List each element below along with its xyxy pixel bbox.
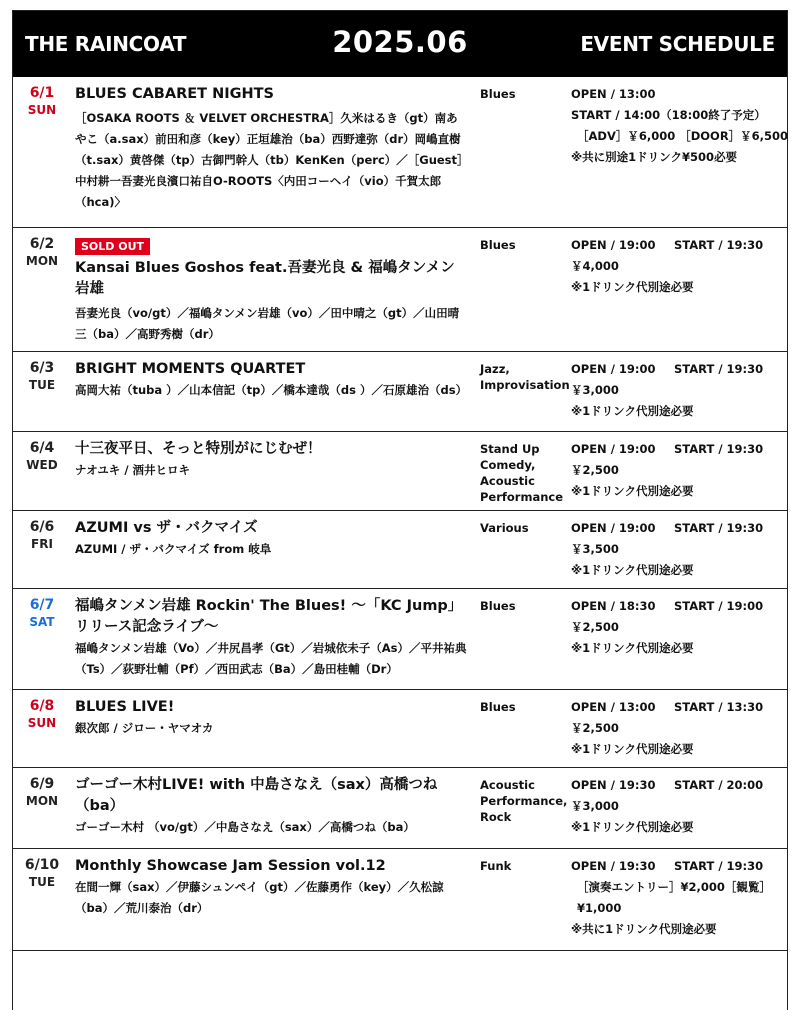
event-info (571, 439, 785, 502)
event-info (571, 775, 785, 838)
event-title[interactable]: Kansai Blues Goshos feat.吾妻光良 & 福嶋タンメン岩雄 (75, 260, 455, 297)
event-performers: ［OSAKA ROOTS ＆ VELVET ORCHESTRA］久米はるき（gt）南あやこ（a.sax）前田和彦（key）正垣雄治（ba）西野達弥（dr）岡嶋直樹（t.sax）黄啓傑（tp）古御門幹人（tb）KenKen（perc）／［Guest］中村耕一吾妻光良濱口祐自O-ROOTS〈内田コーヘイ（vio）千賀太郎（hca)〉 (75, 111, 469, 209)
venue-name: THE RAINCOAT (25, 32, 187, 56)
event-start: START / 20:00 (674, 778, 764, 792)
event-row (13, 228, 787, 352)
schedule-frame (12, 10, 788, 1010)
event-title[interactable]: 福嶋タンメン岩雄 Rockin' The Blues! 〜「KC Jump」リリース記念ライブ〜 (75, 598, 463, 635)
event-title[interactable]: BLUES CABARET NIGHTS (75, 86, 274, 102)
event-performers: ナオユキ / 酒井ヒロキ (75, 463, 191, 477)
event-performers: 高岡大祐（tuba ）／山本信記（tp）／橋本達哉（ds ）／石原雄治（ds） (75, 383, 468, 397)
event-date: 6/2 MON (25, 236, 59, 268)
event-start: START / 19:00 (674, 599, 764, 613)
event-open: OPEN / 18:30 (571, 599, 656, 613)
schedule-month: 2025.06 (332, 25, 468, 59)
event-row (13, 690, 787, 768)
event-performers: 銀次郎 / ジロー・ヤマオカ (75, 721, 214, 735)
event-row (13, 768, 787, 849)
event-main (75, 439, 469, 481)
event-performers: AZUMI / ザ・バクマイズ from 岐阜 (75, 542, 272, 556)
event-performers: 在間一輝（sax）／伊藤シュンペイ（gt）／佐藤勇作（key）／久松諒（ba）／荒川泰治（dr） (75, 880, 444, 915)
event-date: 6/10 TUE (24, 857, 60, 889)
schedule-label: EVENT SCHEDULE (580, 32, 775, 56)
event-genre: Stand Up Comedy, Acoustic Performance (480, 442, 564, 504)
event-info (571, 518, 785, 581)
sold-out-badge: SOLD OUT (75, 238, 150, 255)
event-title[interactable]: ゴーゴー木村LIVE! with 中島さなえ（sax）高橋つね（ba） (75, 777, 438, 814)
event-open: OPEN / 13:00 (571, 87, 656, 101)
event-row (13, 511, 787, 589)
event-genre: Blues (480, 599, 516, 613)
event-price: ［演奏エントリー］¥2,000［観覧］¥1,000 (577, 880, 771, 915)
event-date: 6/6 FRI (29, 519, 55, 551)
event-start: START / 19:30 (674, 238, 764, 252)
event-start: START / 19:30 (674, 442, 764, 456)
event-start: START / 19:30 (674, 362, 764, 376)
event-note: ※1ドリンク代別途必要 (571, 484, 694, 498)
event-date: 6/9 MON (25, 776, 59, 808)
schedule-header (13, 11, 787, 77)
event-price: ［ADV］￥6,000 ［DOOR］￥6,500 (577, 129, 789, 143)
event-info (571, 596, 785, 659)
event-info (571, 856, 785, 940)
event-price: ￥2,500 (571, 620, 619, 634)
event-row (13, 77, 787, 228)
event-open: OPEN / 19:30 (571, 859, 656, 873)
event-genre: Various (480, 521, 529, 535)
event-price: ￥3,000 (571, 383, 619, 397)
event-date: 6/1 SUN (27, 85, 57, 117)
event-genre: Funk (480, 859, 512, 873)
event-genre: Blues (480, 238, 516, 252)
event-price: ￥3,500 (571, 542, 619, 556)
event-info (571, 359, 785, 422)
event-price: ￥2,500 (571, 721, 619, 735)
event-open: OPEN / 19:00 (571, 362, 656, 376)
event-date: 6/3 TUE (28, 360, 56, 392)
event-open: OPEN / 19:30 (571, 778, 656, 792)
event-performers: 福嶋タンメン岩雄（Vo）／井尻昌孝（Gt）／岩城依未子（As）／平井祐典（Ts）／荻野壮輔（Pf）／西田武志（Ba）／島田桂輔（Dr） (75, 641, 467, 676)
event-note: ※1ドリンク代別途必要 (571, 742, 694, 756)
event-title[interactable]: AZUMI vs ザ・バクマイズ (75, 520, 258, 536)
event-note: ※1ドリンク代別途必要 (571, 641, 694, 655)
event-row (13, 352, 787, 432)
event-performers: 吾妻光良（vo/gt）／福嶋タンメン岩雄（vo）／田中晴之（gt）／山田晴三（ba）／高野秀樹（dr） (75, 306, 460, 341)
event-main (75, 235, 469, 345)
event-main (75, 697, 469, 739)
event-open: OPEN / 19:00 (571, 238, 656, 252)
event-title[interactable]: 十三夜平日、そっと特別がにじむぜ！ (75, 441, 322, 457)
event-title[interactable]: BRIGHT MOMENTS QUARTET (75, 361, 306, 377)
event-row (13, 849, 787, 951)
event-start: START / 19:30 (674, 859, 764, 873)
event-start: START / 19:30 (674, 521, 764, 535)
event-main (75, 359, 469, 401)
event-main (75, 856, 469, 919)
event-main (75, 775, 469, 838)
event-genre: Jazz, Improvisation (480, 362, 570, 392)
event-note: ※共に1ドリンク代別途必要 (571, 922, 717, 936)
event-info (571, 235, 785, 298)
event-info (571, 84, 789, 168)
event-open: OPEN / 19:00 (571, 521, 656, 535)
event-row (13, 589, 787, 690)
event-title[interactable]: BLUES LIVE! (75, 699, 175, 715)
event-date: 6/7 SAT (29, 597, 55, 629)
event-genre: Blues (480, 87, 516, 101)
event-main (75, 596, 469, 680)
event-price: ￥3,000 (571, 799, 619, 813)
event-title[interactable]: Monthly Showcase Jam Session vol.12 (75, 858, 386, 874)
event-genre: Acoustic Performance, Rock (480, 778, 568, 824)
event-date: 6/4 WED (26, 440, 58, 472)
event-genre: Blues (480, 700, 516, 714)
event-start: START / 13:30 (674, 700, 764, 714)
event-note: ※1ドリンク代別途必要 (571, 280, 694, 294)
event-note: ※共に別途1ドリンク¥500必要 (571, 150, 737, 164)
event-note: ※1ドリンク代別途必要 (571, 820, 694, 834)
event-main (75, 84, 469, 213)
event-info (571, 697, 785, 760)
event-open: OPEN / 19:00 (571, 442, 656, 456)
event-open: OPEN / 13:00 (571, 700, 656, 714)
event-performers: ゴーゴー木村 （vo/gt）／中島さなえ（sax）／高橋つね（ba） (75, 820, 415, 834)
event-main (75, 518, 469, 560)
event-note: ※1ドリンク代別途必要 (571, 563, 694, 577)
event-date: 6/8 SUN (27, 698, 57, 730)
event-note: ※1ドリンク代別途必要 (571, 404, 694, 418)
event-price: ￥2,500 (571, 463, 619, 477)
event-row (13, 432, 787, 511)
event-start: START / 14:00（18:00終了予定） (571, 108, 766, 122)
event-price: ￥4,000 (571, 259, 619, 273)
